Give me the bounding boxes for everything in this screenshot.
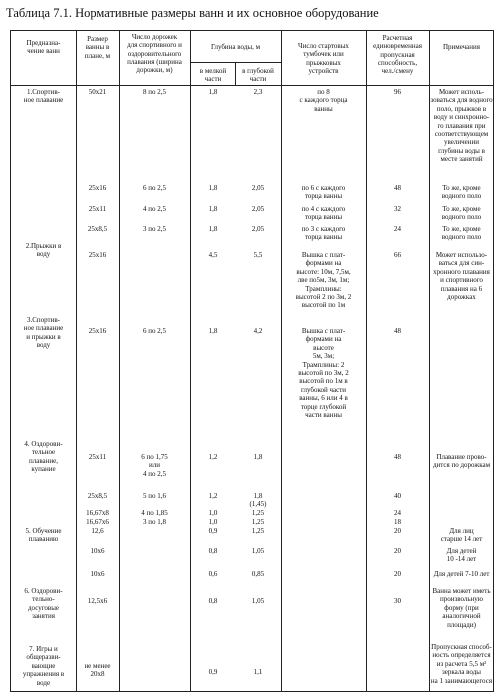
table-cell: То же, кроме водного поло — [441, 205, 482, 222]
pool-standards-table — [10, 30, 494, 692]
header-depth: Глубина воды, м — [210, 43, 261, 51]
header-depth-shallow: в мелкой части — [199, 67, 227, 84]
table-cell: 50x21 — [88, 88, 107, 96]
table-cell: То же, кроме водного поло — [441, 225, 482, 242]
table-cell: Вышка с плат- формами на высоте 5м, 3м; Трамплины: 2 высотой по 3м, 2 высотой по 1м в глубокой части ванны, 6 или 4 в торце глубокой части ванны — [298, 327, 349, 420]
table-cell: 4,5 — [208, 251, 218, 259]
table-cell: То же, кроме водного поло — [441, 184, 482, 201]
table-cell: 5 по 1,6 — [143, 492, 166, 500]
table-cell: 1,0 — [208, 509, 218, 517]
table-cell: 18 — [394, 518, 401, 526]
table-cell: 1,8 — [208, 225, 218, 233]
table-cell: 5. Обучение плаванию — [25, 527, 62, 544]
table-cell: 25x11 — [88, 205, 107, 213]
table-cell: 25x16 — [88, 327, 107, 335]
table-cell: 1,8 — [253, 453, 263, 461]
table-cell: 12,6 — [91, 527, 104, 535]
table-cell: 48 — [394, 453, 401, 461]
header-notes: Примечания — [442, 43, 480, 51]
column-divider — [190, 31, 191, 691]
table-cell: 1,25 — [251, 509, 265, 517]
table-cell: по 4 с каждого торца ванны — [301, 205, 346, 222]
table-cell: 6. Оздорови- тельно- досуговые занятия — [24, 587, 63, 621]
column-divider — [366, 31, 367, 691]
table-cell: 3 по 1,8 — [143, 518, 166, 526]
table-cell: Ванна может иметь произвольную форму (при аналогичной площади) — [432, 587, 491, 629]
table-cell: 0,8 — [208, 597, 218, 605]
table-cell: 20 — [394, 570, 401, 578]
table-cell: по 3 с каждого торца ванны — [301, 225, 346, 242]
table-cell: 2,05 — [251, 184, 265, 192]
table-cell: Может исполь- зоваться для водного поло, прыжков в воду и синхронно- го плавания при соответствующем увеличении глубины воды в месте занятий — [430, 88, 493, 164]
table-cell: 1.Спортив- ное плавание — [23, 88, 64, 105]
table-cell: 66 — [394, 251, 401, 259]
table-cell: 4. Оздорови- тельное плавание, купание — [24, 440, 63, 474]
table-cell: 5,5 — [253, 251, 263, 259]
table-cell: 16,67x6 — [86, 518, 109, 526]
table-cell: 8 по 2,5 — [143, 88, 166, 96]
table-cell: 1,8 — [208, 327, 218, 335]
table-cell: 25x16 — [88, 251, 107, 259]
table-cell: 25x16 — [88, 184, 107, 192]
table-cell: 30 — [394, 597, 401, 605]
table-cell: 1,1 — [253, 668, 263, 676]
table-cell: 40 — [394, 492, 401, 500]
table-cell: 1,05 — [251, 547, 265, 555]
table-cell: 48 — [394, 327, 401, 335]
table-cell: 24 — [394, 225, 401, 233]
table-cell: 3 по 2,5 — [143, 225, 166, 233]
header-lanes: Число дорожек для спортивного и оздоровительного плавания (ширина дорожки, м) — [127, 33, 182, 75]
table-cell: 20 — [394, 547, 401, 555]
depth-header-divider — [190, 62, 281, 63]
header-size: Размер ванны в плане, м — [84, 35, 111, 60]
table-cell: 1,05 — [251, 597, 265, 605]
table-cell: Для лиц старше 14 лет — [440, 527, 483, 544]
table-cell: Вышка с плат- формами на высоте: 10м, 7,5м, лве по5м, 3м, 1м; Трамплины: высотой 2 по 3м, 2 высотой по 1м — [295, 251, 352, 310]
table-cell: 2,05 — [251, 225, 265, 233]
table-cell: Для детей 7-10 лет — [433, 570, 490, 578]
table-cell: 1,2 — [208, 492, 218, 500]
table-cell: 1,2 — [208, 453, 218, 461]
table-cell: 0,6 — [208, 570, 218, 578]
header-depth-deep: в глубокой части — [242, 67, 274, 84]
table-cell: 0,9 — [208, 668, 218, 676]
table-cell: 3.Спортив- ное плавание и прыжки в воду — [23, 316, 64, 350]
table-cell: 4,2 — [253, 327, 263, 335]
table-cell: 1,25 — [251, 527, 265, 535]
header-bottom-line — [11, 85, 493, 86]
table-cell: 6 по 1,75 или 4 по 2,5 — [141, 453, 168, 478]
table-cell: 7. Игры и общеразви- вающие упражнения в воде — [22, 645, 65, 687]
header-starts: Число стартовых тумбочек или прыжковых устройств — [298, 42, 349, 75]
table-cell: 2.Прыжки в воду — [25, 242, 62, 259]
table-cell: 0,8 — [208, 547, 218, 555]
table-cell: 12,5x6 — [87, 597, 108, 605]
table-title: Таблица 7.1. Нормативные размеры ванн и их основное оборудование — [6, 6, 379, 20]
table-cell: 1,0 — [208, 518, 218, 526]
table-cell: 32 — [394, 205, 401, 213]
table-cell: 4 по 1,85 — [141, 509, 168, 517]
table-cell: 1,8 (1,45) — [249, 492, 267, 509]
header-purpose: Предназна- чение ванн — [26, 39, 61, 56]
table-cell: 2,05 — [251, 205, 265, 213]
table-cell: Плавание прово- дится по дорожкам — [432, 453, 491, 470]
column-divider — [76, 31, 77, 691]
table-cell: 10x6 — [90, 570, 105, 578]
table-cell: Для детей 10 -14 лет — [446, 547, 477, 564]
table-cell: 6 по 2,5 — [143, 327, 166, 335]
table-cell: 6 по 2,5 — [143, 184, 166, 192]
table-cell: Пропускная способ- ность определяется из расчета 5,5 м² зеркала воды на 1 занимающегося — [430, 643, 493, 685]
table-cell: 4 по 2,5 — [143, 205, 166, 213]
table-cell: 20 — [394, 527, 401, 535]
table-cell: не менее 20x8 — [84, 662, 111, 679]
table-cell: 1,8 — [208, 88, 218, 96]
table-cell: 16,67x8 — [86, 509, 109, 517]
table-cell: 25x8,5 — [87, 225, 108, 233]
table-cell: 1,8 — [208, 184, 218, 192]
table-cell: 0,85 — [251, 570, 265, 578]
table-cell: 48 — [394, 184, 401, 192]
table-cell: 25x8,5 — [87, 492, 108, 500]
table-cell: по 8 с каждого торца ванны — [299, 88, 348, 113]
table-cell: Может использо- ваться для син- хронного плавания и спортивного плавания на 6 дорожках — [433, 251, 490, 302]
header-capacity: Расчетная единовременная пропускная способность, чел./смену — [373, 34, 422, 76]
table-cell: 25x11 — [88, 453, 107, 461]
table-cell: 96 — [394, 88, 401, 96]
table-cell: по 6 с каждого торца ванны — [301, 184, 346, 201]
table-cell: 10x6 — [90, 547, 105, 555]
column-divider — [119, 31, 120, 691]
table-cell: 2,3 — [253, 88, 263, 96]
table-cell: 1,8 — [208, 205, 218, 213]
table-cell: 1,25 — [251, 518, 265, 526]
table-cell: 0,9 — [208, 527, 218, 535]
table-cell: 24 — [394, 509, 401, 517]
